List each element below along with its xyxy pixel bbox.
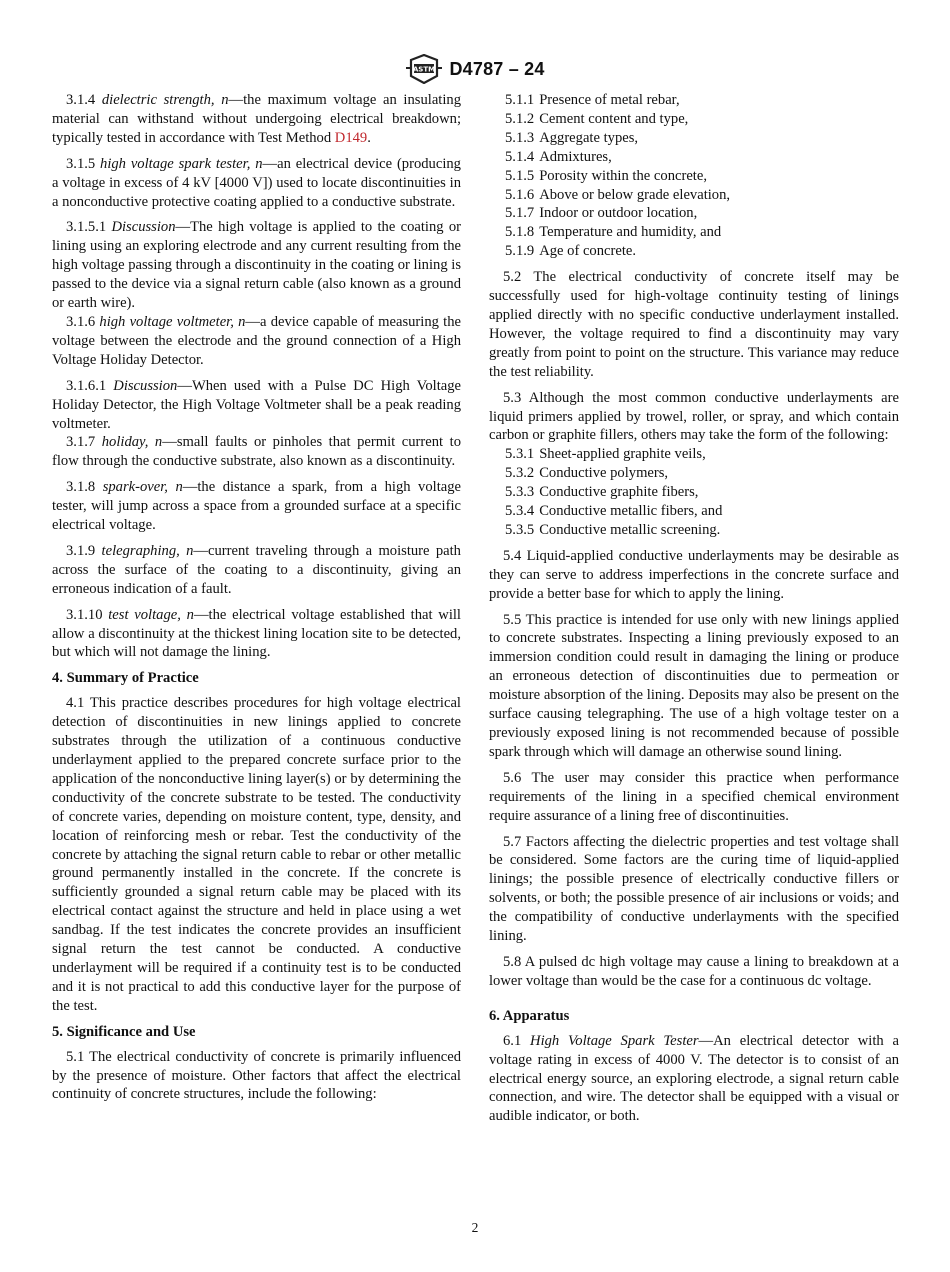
paragraph-5-7: 5.7 Factors affecting the dielectric properties and test voltage shall be considered. Some factors are the curing time of liquid-applied linings; the possible presence of electrically conductive fillers or solvents, or both; the possible presence of air inclusions or voids; and the compatibility of conductive underlayments with the specified lining. <box>489 833 899 945</box>
list-item: 5.1.5 Porosity within the concrete, <box>505 167 707 184</box>
list-item: 5.1.4 Admixtures, <box>505 148 612 165</box>
definition-3-1-7: 3.1.7 holiday, n—small faults or pinholes that permit current to flow through the conductive substrate, also known as a discontinuity. <box>52 434 461 470</box>
definition-3-1-5: 3.1.5 high voltage spark tester, n—an electrical device (producing a voltage in excess of 4 kV [4000 V]) used to locate discontinuities in a nonconductive protective coating applied to a conductive substrate. <box>52 155 461 210</box>
list-item: 5.1.7 Indoor or outdoor location, <box>505 205 698 222</box>
paragraph-5-8: 5.8 A pulsed dc high voltage may cause a lining to breakdown at a lower voltage than would be the case for a continuous dc voltage. <box>489 953 899 989</box>
paragraph-5-6: 5.6 The user may consider this practice when performance requirements of the lining in a specified chemical environment require assurance of a lining free of discontinuities. <box>489 769 899 824</box>
list-item: 5.1.6 Above or below grade elevation, <box>505 186 731 203</box>
astm-logo-icon <box>405 54 443 84</box>
list-item: 5.3.2 Conductive polymers, <box>505 465 669 482</box>
list-5-3 <box>489 445 899 540</box>
list-item: 5.3.5 Conductive metallic screening. <box>505 521 721 538</box>
paragraph-4-1: 4.1 This practice describes procedures for high voltage electrical detection of discontinuities in new linings applied to concrete substrates through the utilization of a continuous conductive underlayment applied to the prepared concrete surface prior to the application of the nonconductive lining layer(s) or by determining the conductivity of the concrete substrate to be tested. The conductivity of concrete varies, depending on moisture content, type, density, and location of reinforcing mesh or rebar. Test the conductivity of the concrete by attaching the signal return cable to rebar or other metallic ground permanently installed in the concrete. If the concrete is sufficiently grounded a signal return cable may be placed with its electrical contact against the structure and held in place using a wet sandbag. If the test indicates the concrete provides an insufficient signal return the test cannot be conducted. A conductive underlayment will be required if a continuity test is to be conducted and it is not practical to add this conductive layer for the purpose of the test. <box>52 695 461 1014</box>
paragraph-6-1: 6.1 High Voltage Spark Tester—An electrical detector with a voltage rating in excess of 4000 V. The detector is to consist of an electrical energy source, an exploring electrode, a signal return cable connection, and wire. The detector shall be equipped with a visual or audible indicator, or both. <box>489 1032 899 1125</box>
list-item: 5.1.1 Presence of metal rebar, <box>505 92 680 108</box>
list-item: 5.3.3 Conductive graphite fibers, <box>505 484 699 501</box>
list-item: 5.1.3 Aggregate types, <box>505 129 639 146</box>
discussion-3-1-5-1: 3.1.5.1 Discussion—The high voltage is applied to the coating or lining using an exploring electrode and any current resulting from the high voltage passing through a discontinuity in the coating or lining is passed to the device via a signal return cable (also known as a ground or earth wire). <box>52 219 461 312</box>
definition-3-1-6: 3.1.6 high voltage voltmeter, n—a device capable of measuring the voltage between the electrode and the ground connection of a High Voltage Holiday Detector. <box>52 313 461 368</box>
section-heading-5: 5. Significance and Use <box>52 1023 196 1040</box>
list-item: 5.1.2 Cement content and type, <box>505 110 689 127</box>
document-id: D4787 – 24 <box>449 58 545 79</box>
section-heading-4: 4. Summary of Practice <box>52 670 199 687</box>
definition-3-1-9: 3.1.9 telegraphing, n—current traveling through a moisture path across the surface of the coating to a discontinuity, giving an erroneous indication of a fault. <box>52 542 461 597</box>
definition-3-1-8: 3.1.8 spark-over, n—the distance a spark, from a high voltage tester, will jump across a space from a grounded surface at a specific electrical voltage. <box>52 479 462 534</box>
list-item: 5.3.1 Sheet-applied graphite veils, <box>505 446 706 463</box>
right-column <box>489 91 899 1133</box>
definition-3-1-4: 3.1.4 dielectric strength, n—the maximum voltage an insulating material can withstand without undergoing electrical breakdown; typically tested in accordance with Test Method D149. <box>52 92 461 146</box>
paragraph-5-5: 5.5 This practice is intended for use only with new linings applied to concrete substrates. Inspecting a lining previously exposed to an immersion condition could result in damaging the lining or produce an erroneous detection of discontinuities due to permeation or moisture absorption of the lining. Deposits may also be present on the surface causing telegraphing. The use of a high voltage tester on a previously exposed lining is not recommended because of possible spark through which will damage an otherwise sound lining. <box>489 611 899 760</box>
section-heading-6: 6. Apparatus <box>489 1007 570 1024</box>
list-item: 5.3.4 Conductive metallic fibers, and <box>505 503 723 520</box>
list-item: 5.1.8 Temperature and humidity, and <box>505 224 722 241</box>
paragraph-5-1: 5.1 The electrical conductivity of concrete is primarily influenced by the presence of moisture. Other factors that affect the electrical continuity of concrete structures, include the following: <box>52 1048 461 1103</box>
paragraph-5-2: 5.2 The electrical conductivity of concrete itself may be successfully used for high-voltage continuity testing of linings applied directly with no specific conductive underlayment installed. However, the voltage required to find a discontinuity may vary greatly from point to point on the structure. This variance may reduce the test reliability. <box>489 269 899 380</box>
svg-text:ASTM: ASTM <box>413 65 436 74</box>
page-header <box>0 52 950 86</box>
d149-link[interactable]: D149 <box>334 129 368 146</box>
left-column <box>52 91 461 1111</box>
list-item: 5.1.9 Age of concrete. <box>505 243 637 260</box>
discussion-3-1-6-1: 3.1.6.1 Discussion—When used with a Pulse DC High Voltage Holiday Detector, the High Voltage Voltmeter shall be a peak reading voltmeter. <box>52 377 461 432</box>
paragraph-5-3: 5.3 Although the most common conductive underlayments are liquid primers applied by trowel, roller, or spray, and which contain carbon or graphite fillers, others may take the form of the following: <box>489 389 899 444</box>
list-5-1 <box>489 91 899 261</box>
page-number: 2 <box>471 1220 479 1235</box>
definition-3-1-10: 3.1.10 test voltage, n—the electrical voltage established that will allow a discontinuity at the thickest lining location site to be detected, but which will not damage the lining. <box>52 606 461 661</box>
paragraph-5-4: 5.4 Liquid-applied conductive underlayments may be desirable as they can serve to address imperfections in the concrete surface and provide a better base for which to apply the lining. <box>489 547 899 602</box>
